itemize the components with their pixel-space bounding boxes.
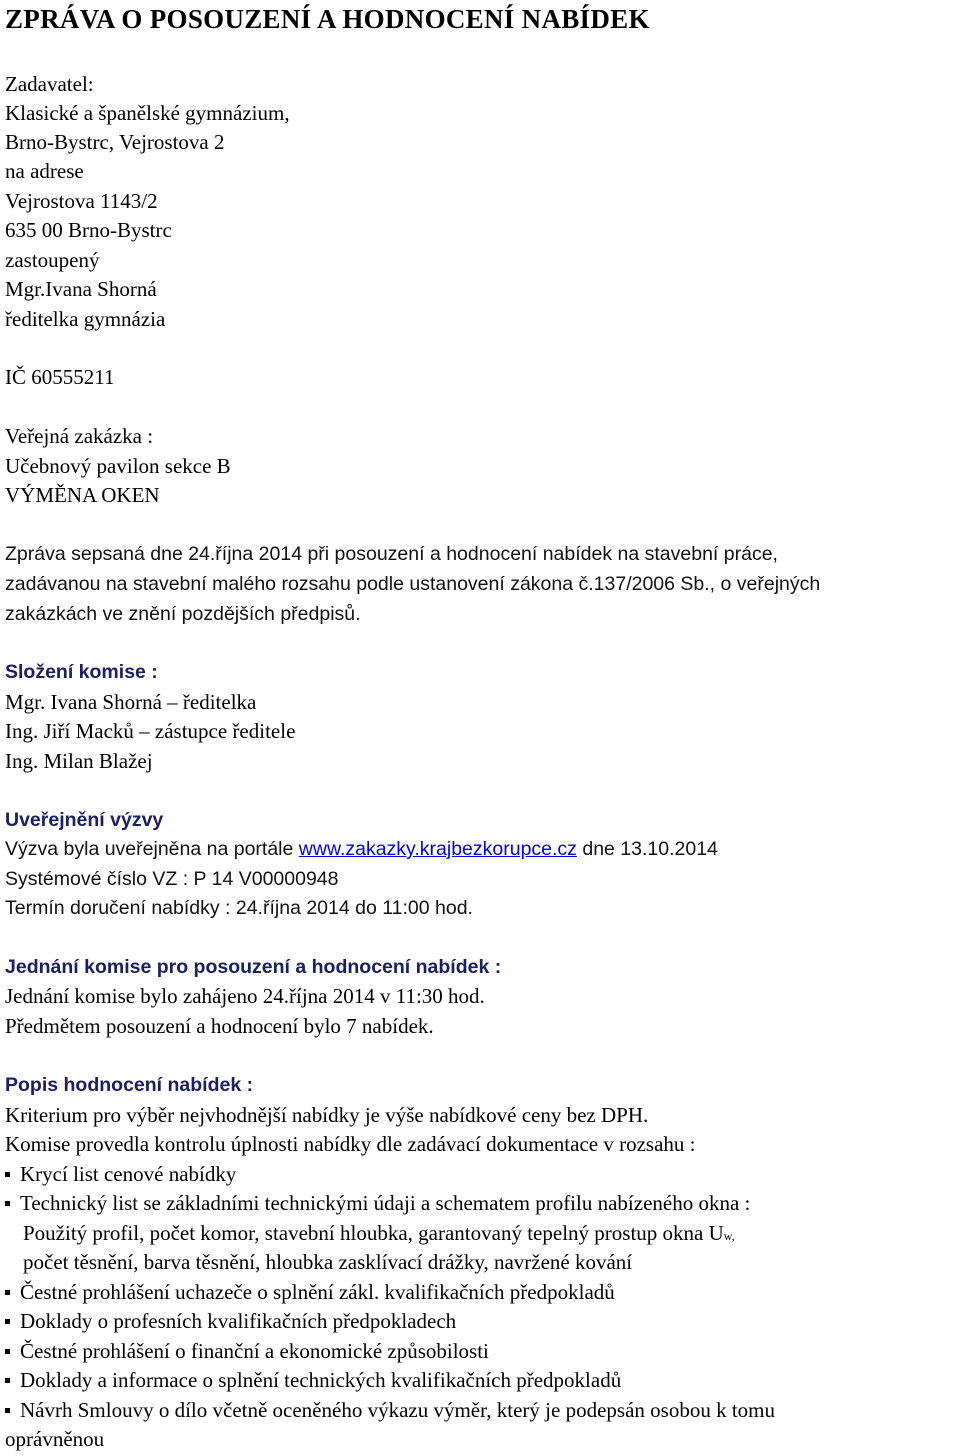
committee-heading: Složení komise : (5, 661, 158, 683)
intro-line-2: zadávanou na stavební malého rozsahu podle ustanovení zákona č.137/2006 Sb., o veřejných (5, 573, 821, 595)
list-item-text: Návrh Smlouvy o dílo včetně oceněného výkazu výměr, který je podepsán osobou k tomu (20, 1398, 775, 1422)
tech-detail-text: Použitý profil, počet komor, stavební hloubka, garantovaný tepelný prostup okna U (23, 1221, 724, 1245)
publication-text-after: dne 13.10.2014 (576, 838, 718, 860)
authority-city: 635 00 Brno-Bystrc (5, 218, 172, 242)
public-contract-subject: VÝMĚNA OKEN (5, 483, 160, 507)
committee-member: Mgr. Ivana Shorná – ředitelka (5, 690, 257, 714)
meeting-started: Jednání komise bylo zahájeno 24.října 2014 v 11:30 hod. (5, 984, 485, 1008)
public-contract-label: Veřejná zakázka : (5, 424, 154, 448)
evaluation-check-intro: Komise provedla kontrolu úplnosti nabídky dle zadávací dokumentace v rozsahu : (5, 1132, 696, 1156)
bullet-icon (5, 1172, 10, 1177)
list-item (5, 1190, 750, 1216)
tech-detail-line-1 (23, 1220, 735, 1249)
list-item-continuation: oprávněnou (5, 1427, 105, 1451)
list-item (5, 1397, 775, 1423)
authority-representative: Mgr.Ivana Shorná (5, 277, 157, 301)
list-item (5, 1161, 236, 1187)
list-item-text: Čestné prohlášení uchazeče o splnění zákl. kvalifikačních předpokladů (20, 1280, 615, 1304)
list-item-text: Doklady o profesních kvalifikačních předpokladech (20, 1309, 457, 1333)
authority-representative-role: ředitelka gymnázia (5, 307, 166, 331)
authority-represented: zastoupený (5, 248, 100, 272)
list-item (5, 1367, 621, 1393)
authority-name: Klasické a španělské gymnázium, (5, 101, 290, 125)
contracting-authority-label: Zadavatel: (5, 72, 94, 96)
publication-heading: Uveřejnění výzvy (5, 809, 164, 831)
bullet-icon (5, 1290, 10, 1295)
publication-text-before: Výzva byla uveřejněna na portále (5, 838, 299, 860)
meeting-subject: Předmětem posouzení a hodnocení bylo 7 nabídek. (5, 1014, 434, 1038)
authority-ic: IČ 60555211 (5, 365, 115, 389)
intro-line-3: zakázkách ve znění pozdějších předpisů. (5, 603, 361, 625)
publication-line (5, 836, 718, 862)
system-number: Systémové číslo VZ : P 14 V00000948 (5, 868, 339, 890)
list-item (5, 1338, 489, 1364)
list-item-text: Technický list se základními technickými údaji a schematem profilu nabízeného okna : (20, 1191, 751, 1215)
authority-location: Brno-Bystrc, Vejrostova 2 (5, 130, 225, 154)
tech-detail-subscript: w, (723, 1229, 735, 1243)
meeting-heading: Jednání komise pro posouzení a hodnocení nabídek : (5, 956, 502, 978)
portal-link[interactable]: www.zakazky.krajbezkorupce.cz (298, 838, 577, 860)
committee-member: Ing. Jiří Macků – zástupce ředitele (5, 719, 296, 743)
bullet-icon (5, 1378, 10, 1383)
document-title: ZPRÁVA O POSOUZENÍ A HODNOCENÍ NABÍDEK (5, 4, 650, 34)
list-item-text: Krycí list cenové nabídky (20, 1162, 237, 1186)
delivery-deadline: Termín doručení nabídky : 24.října 2014 do 11:00 hod. (5, 897, 473, 919)
bullet-icon (5, 1319, 10, 1324)
list-item (5, 1308, 456, 1334)
committee-member: Ing. Milan Blažej (5, 749, 153, 773)
bullet-icon (5, 1408, 10, 1413)
list-item (5, 1279, 615, 1305)
evaluation-heading: Popis hodnocení nabídek : (5, 1074, 254, 1096)
bullet-icon (5, 1201, 10, 1206)
list-item-text: Doklady a informace o splnění technických kvalifikačních předpokladů (20, 1368, 622, 1392)
authority-at-address: na adrese (5, 159, 84, 183)
bullet-icon (5, 1349, 10, 1354)
list-item-text: Čestné prohlášení o finanční a ekonomické způsobilosti (20, 1339, 489, 1363)
public-contract-name: Učebnový pavilon sekce B (5, 454, 231, 478)
evaluation-criterion: Kriterium pro výběr nejvhodnější nabídky je výše nabídkové ceny bez DPH. (5, 1103, 649, 1127)
intro-line-1: Zpráva sepsaná dne 24.října 2014 při posouzení a hodnocení nabídek na stavební práce, (5, 543, 778, 565)
authority-street: Vejrostova 1143/2 (5, 189, 158, 213)
tech-detail-line-2: počet těsnění, barva těsnění, hloubka zasklívací drážky, navržené kování (23, 1250, 633, 1274)
